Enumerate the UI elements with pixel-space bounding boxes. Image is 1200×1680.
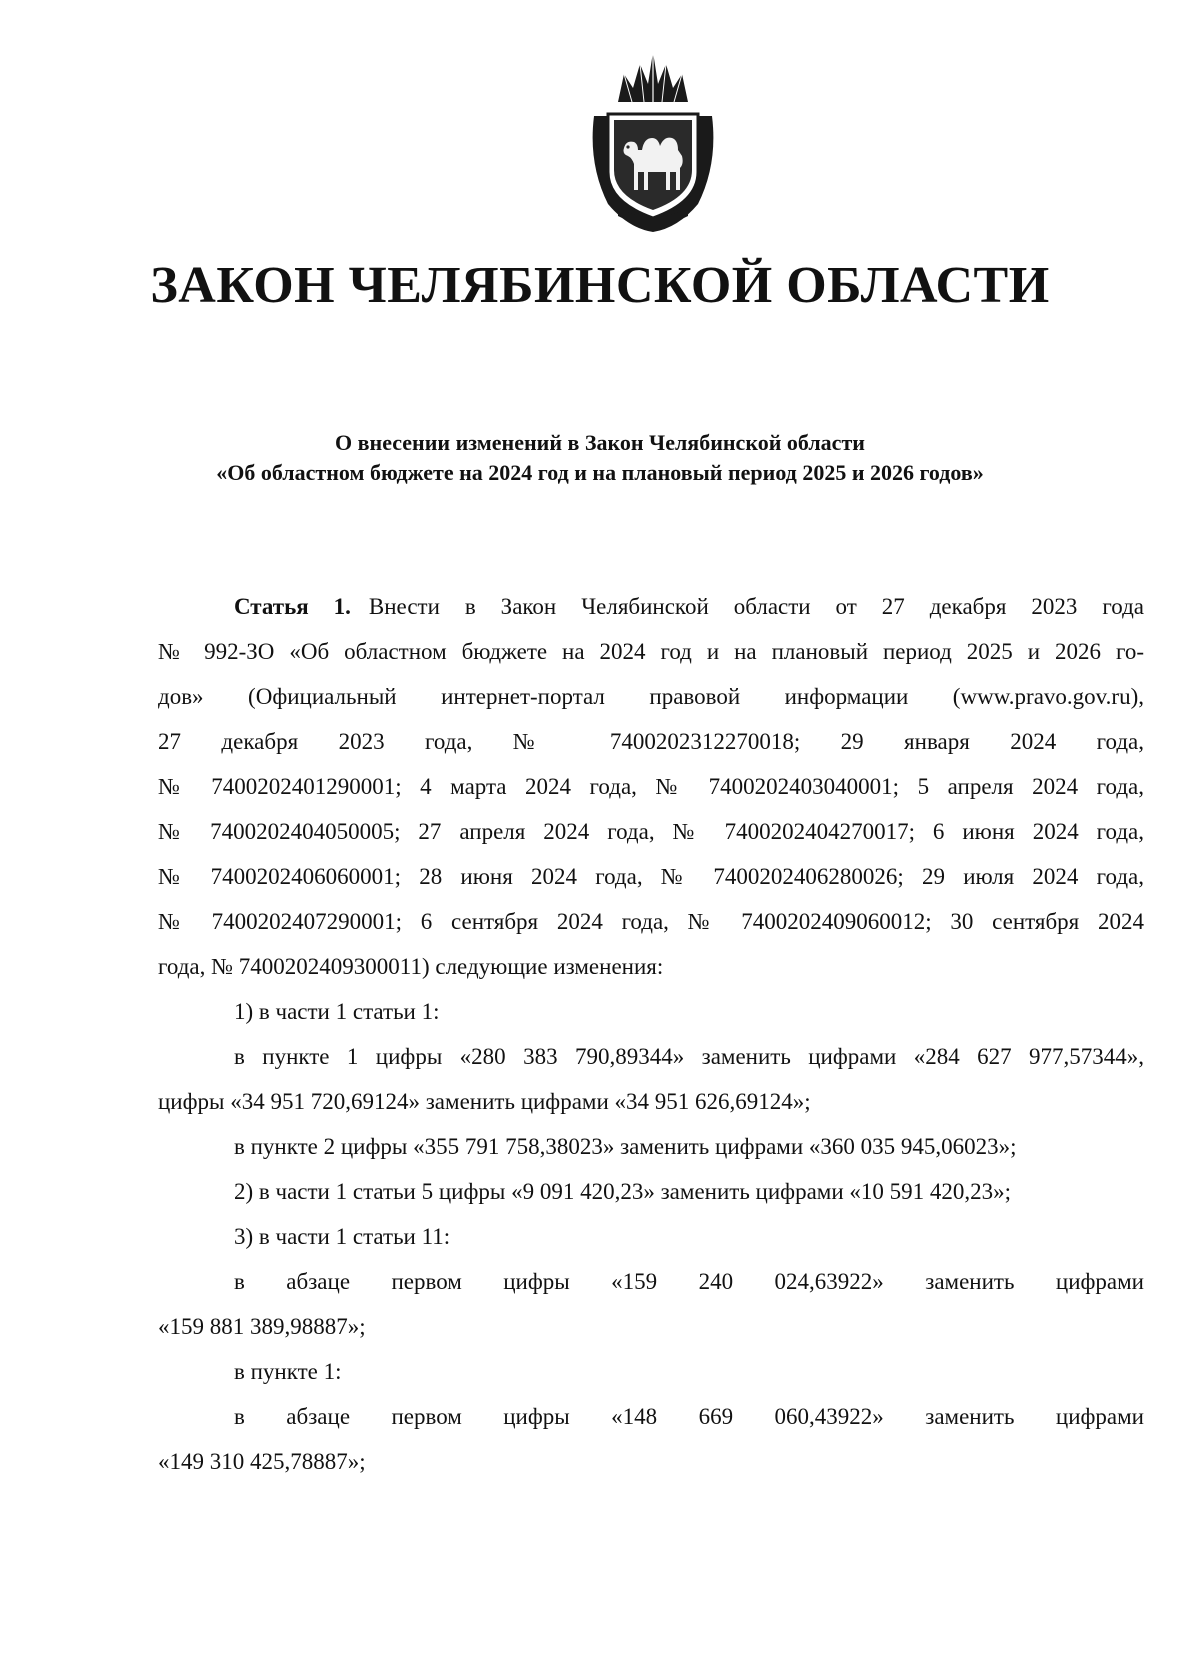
coat-of-arms-emblem xyxy=(578,44,728,234)
amendment-item: «149 310 425,78887»; xyxy=(158,1449,366,1474)
article-first-line xyxy=(158,584,1144,629)
amendment-item: в пункте 2 цифры «355 791 758,38023» заменить цифрами «360 035 945,06023»; xyxy=(234,1134,1017,1159)
subtitle-line-1: О внесении изменений в Закон Челябинской области xyxy=(335,430,865,455)
article-text-line: № 992-ЗО «Об областном бюджете на 2024 год и на плановый период 2025 и 2026 го- xyxy=(158,639,1144,664)
subtitle-line-2: «Об областном бюджете на 2024 год и на плановый период 2025 и 2026 годов» xyxy=(216,460,984,485)
amendment-item: «159 881 389,98887»; xyxy=(158,1314,366,1339)
article-body xyxy=(158,584,1144,1484)
article-text-line: дов» (Официальный интернет-портал правовой информации (www.pravo.gov.ru), xyxy=(158,684,1144,709)
amendment-item: 1) в части 1 статьи 1: xyxy=(234,999,440,1024)
amendment-item: в абзаце первом цифры «159 240 024,63922» заменить цифрами xyxy=(234,1269,1144,1294)
article-text-line: № 7400202404050005; 27 апреля 2024 года, № 7400202404270017; 6 июня 2024 года, xyxy=(158,819,1144,844)
amendment-item: 3) в части 1 статьи 11: xyxy=(234,1224,451,1249)
law-subtitle xyxy=(0,428,1200,488)
amendment-item: в пункте 1: xyxy=(234,1359,342,1384)
article-text-line: Внести в Закон Челябинской области от 27 декабря 2023 года xyxy=(368,594,1144,619)
article-text-line: № 7400202401290001; 4 марта 2024 года, № 7400202403040001; 5 апреля 2024 года, xyxy=(158,774,1144,799)
amendment-item: цифры «34 951 720,69124» заменить цифрами «34 951 626,69124»; xyxy=(158,1089,811,1114)
amendment-item: в пункте 1 цифры «280 383 790,89344» заменить цифрами «284 627 977,57344», xyxy=(234,1044,1144,1069)
amendment-item: 2) в части 1 статьи 5 цифры «9 091 420,23» заменить цифрами «10 591 420,23»; xyxy=(234,1179,1012,1204)
article-text-line: 27 декабря 2023 года, № 7400202312270018; 29 января 2024 года, xyxy=(158,729,1144,754)
crown-icon xyxy=(618,52,688,102)
article-text-line: № 7400202406060001; 28 июня 2024 года, № 7400202406280026; 29 июля 2024 года, xyxy=(158,864,1144,889)
law-title: ЗАКОН ЧЕЛЯБИНСКОЙ ОБЛАСТИ xyxy=(150,257,1050,314)
amendment-item: в абзаце первом цифры «148 669 060,43922» заменить цифрами xyxy=(234,1404,1144,1429)
article-text-line: года, № 7400202409300011) следующие изменения: xyxy=(158,954,664,979)
article-text-line: № 7400202407290001; 6 сентября 2024 года, № 7400202409060012; 30 сентября 2024 xyxy=(158,909,1144,934)
article-label: Статья 1. xyxy=(234,594,351,619)
